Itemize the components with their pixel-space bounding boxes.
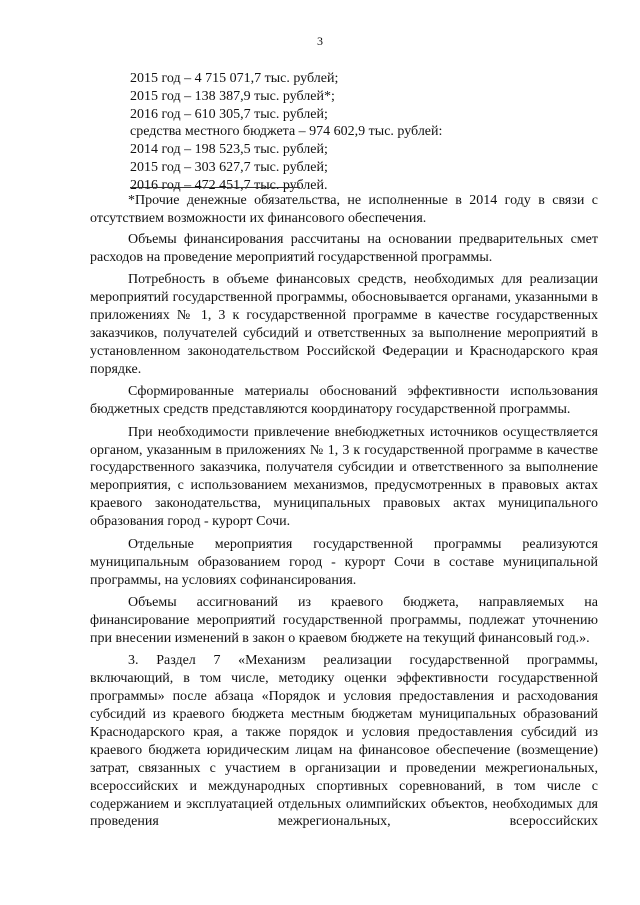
paragraph: Сформированные материалы обоснований эффективности использования бюджетных средств представляются координатору государственной программы. <box>90 384 598 418</box>
budget-line: 2014 год – 198 523,5 тыс. рублей; <box>130 142 328 158</box>
document-body <box>90 192 598 836</box>
paragraph: Объемы ассигнований из краевого бюджета, направляемых на финансирование мероприятий государственной программы, подлежат уточнению при внесении изменений в закон о краевом бюджете на текущий финансовый год.». <box>90 595 598 646</box>
budget-line: 2016 год – 610 305,7 тыс. рублей; <box>130 106 328 122</box>
paragraph: 3. Раздел 7 «Механизм реализации государственной программы, включающий, в том числе, методику оценки эффективности государственной программы» после абзаца «Порядок и условия предоставления и расходования субсидий из краевого бюджета местным бюджетам муниципальных образований Краснодарского края, а также порядок и условия предоставления субсидий из краевого бюджета юридическим лицам на финансовое обеспечение (возмещение) затрат, связанных с участием в организации и проведении межрегиональных, всероссийских и международных спортивных соревнований, в том числе с содержанием и эксплуатацией отдельных олимпийских объектов, необходимых для проведения межрегиональных, всероссийских <box>90 653 598 830</box>
paragraph: Объемы финансирования рассчитаны на основании предварительных смет расходов на проведение мероприятий государственной программы. <box>90 231 598 265</box>
budget-line: 2015 год – 4 715 071,7 тыс. рублей; <box>130 71 339 86</box>
budget-line: 2015 год – 138 387,9 тыс. рублей*; <box>130 88 335 104</box>
paragraph: Отдельные мероприятия государственной программы реализуются муниципальным образованием город - курорт Сочи в составе муниципальной программы, на условиях софинансирования. <box>90 536 598 588</box>
footnote-paragraph: *Прочие денежные обязательства, не исполненные в 2014 году в связи с отсутствием возможности их финансового обеспечения. <box>90 193 598 226</box>
budget-list <box>130 70 442 195</box>
page-number: 3 <box>317 34 323 48</box>
paragraph: При необходимости привлечение внебюджетных источников осуществляется органом, указанным в приложениях № 1, 3 к государственной программе в качестве государственного заказчика, получателя субсидии и ответственного за выполнение мероприятия, с использованием механизмов, предусмотренных в правовых актах краевого законодательства, муниципальных правовых актах муниципального образования город - курорт Сочи. <box>90 424 598 530</box>
paragraph: Потребность в объеме финансовых средств, необходимых для реализации мероприятий государственной программы, обосновывается органами, указанными в приложениях № 1, 3 к государственной программе в качестве государственных заказчиков, получателей субсидий и ответственных за выполнение мероприятий в установленном законодательством Российской Федерации и Краснодарского края порядке. <box>90 272 598 377</box>
budget-line: 2015 год – 303 627,7 тыс. рублей; <box>130 159 328 175</box>
budget-line: 2016 год – 472 451,7 тыс. рублей. <box>130 177 328 193</box>
budget-line: средства местного бюджета – 974 602,9 тыс. рублей: <box>130 124 443 140</box>
footnote-divider <box>130 187 300 188</box>
